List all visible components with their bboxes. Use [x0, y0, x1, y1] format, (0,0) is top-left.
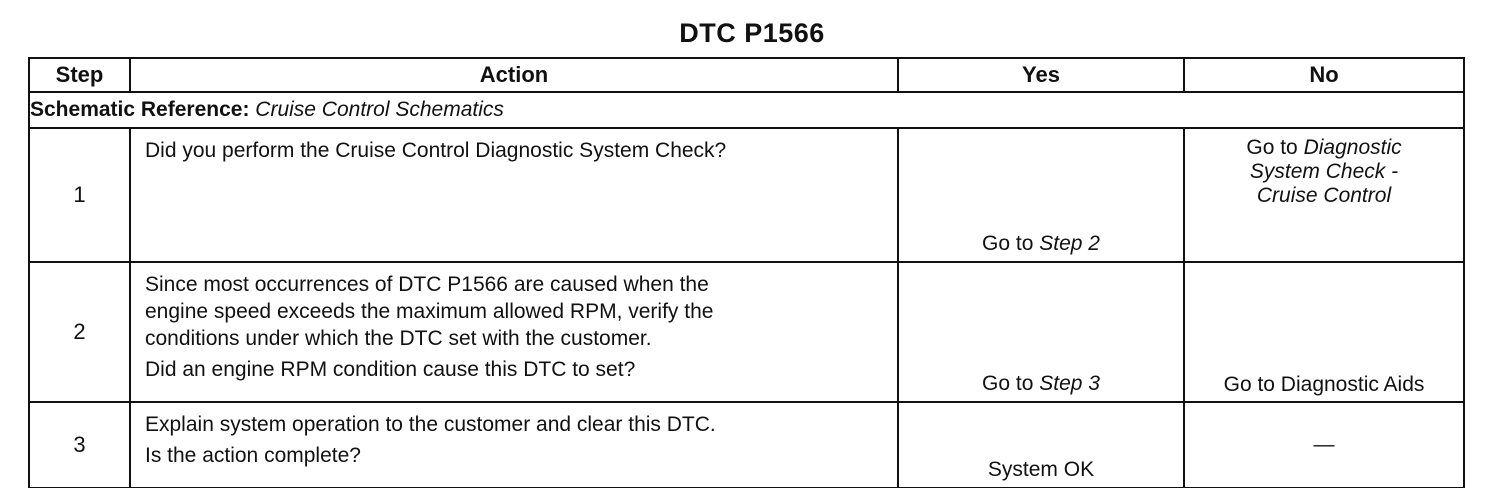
header-no: No — [1184, 58, 1464, 92]
no-prefix: Go to — [1246, 136, 1298, 159]
header-step: Step — [29, 58, 130, 92]
yes-cell — [898, 262, 1184, 402]
no-text: — — [1313, 433, 1335, 456]
step-number: 2 — [29, 262, 130, 402]
action-cell — [130, 128, 898, 262]
action-question: Did an engine RPM condition cause this DTC to set? — [145, 358, 636, 381]
no-ref-line-1: Diagnostic — [1303, 136, 1402, 159]
step-number: 1 — [29, 128, 130, 262]
action-text: Explain system operation to the customer and clear this DTC. — [145, 413, 716, 436]
action-line-2: engine speed exceeds the maximum allowed RPM, verify the — [145, 300, 714, 323]
schematic-reference-label: Schematic Reference: — [30, 98, 250, 121]
yes-cell — [898, 402, 1184, 488]
yes-prefix: Go to — [982, 372, 1034, 395]
no-cell — [1184, 128, 1464, 262]
table-row — [29, 128, 1464, 262]
action-cell — [130, 262, 898, 402]
action-question: Is the action complete? — [145, 444, 361, 467]
action-line-3: conditions under which the DTC set with the customer. — [145, 327, 652, 350]
schematic-reference-value: Cruise Control Schematics — [255, 98, 504, 121]
no-ref-line-3: Cruise Control — [1256, 184, 1392, 207]
yes-prefix: Go to — [982, 232, 1034, 255]
step-number: 3 — [29, 402, 130, 488]
page-title: DTC P1566 — [679, 18, 825, 48]
header-yes: Yes — [898, 58, 1184, 92]
header-action: Action — [130, 58, 898, 92]
schematic-reference-cell — [29, 92, 1464, 128]
diagnostic-table — [28, 57, 1465, 488]
action-text: Did you perform the Cruise Control Diagnostic System Check? — [145, 139, 727, 162]
action-cell — [130, 402, 898, 488]
no-cell — [1184, 262, 1464, 402]
yes-step-ref: Step 2 — [1039, 232, 1100, 255]
no-cell — [1184, 402, 1464, 488]
table-row — [29, 402, 1464, 488]
no-text: Go to Diagnostic Aids — [1223, 373, 1425, 396]
table-row — [29, 262, 1464, 402]
yes-cell — [898, 128, 1184, 262]
yes-step-ref: Step 3 — [1039, 372, 1100, 395]
yes-text: System OK — [987, 458, 1095, 481]
header-row — [29, 58, 1464, 92]
schematic-reference-row — [29, 92, 1464, 128]
no-ref-line-2: System Check - — [1249, 160, 1399, 183]
action-line-1: Since most occurrences of DTC P1566 are caused when the — [145, 273, 709, 296]
